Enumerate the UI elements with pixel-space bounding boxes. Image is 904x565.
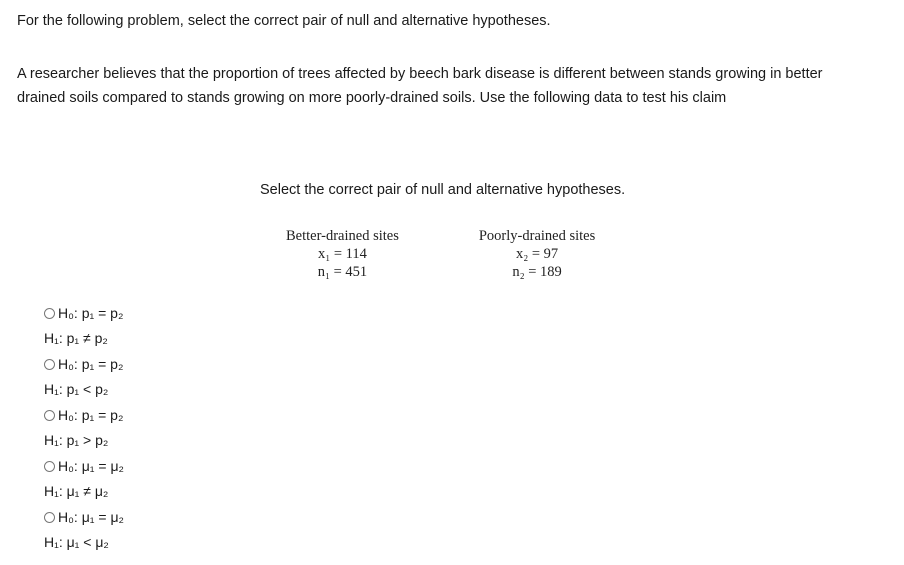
answer-option-5[interactable] <box>44 505 124 556</box>
null-hypothesis: H₀: μ₁ = μ₂ <box>58 509 124 525</box>
question-prompt: Select the correct pair of null and alternative hypotheses. <box>260 182 626 198</box>
table-row <box>280 263 601 281</box>
answer-options <box>44 301 124 556</box>
radio-button[interactable] <box>44 359 55 370</box>
header-poorly-drained: Poorly-drained sites <box>478 228 596 244</box>
answer-option-4[interactable] <box>44 454 124 505</box>
table-row <box>280 245 601 263</box>
table-header-row <box>280 227 601 245</box>
answer-option-2[interactable] <box>44 352 124 403</box>
radio-button[interactable] <box>44 512 55 523</box>
radio-button[interactable] <box>44 308 55 319</box>
alternative-hypothesis: H₁: μ₁ ≠ μ₂ <box>44 483 109 499</box>
radio-button[interactable] <box>44 461 55 472</box>
cell-n2: n₂ = 189 <box>512 264 562 280</box>
alternative-hypothesis: H₁: p₁ < p₂ <box>44 381 109 397</box>
header-better-drained: Better-drained sites <box>286 228 399 244</box>
null-hypothesis: H₀: p₁ = p₂ <box>58 407 124 423</box>
cell-x1: x₁ = 114 <box>317 246 367 262</box>
alternative-hypothesis: H₁: μ₁ < μ₂ <box>44 534 109 550</box>
null-hypothesis: H₀: μ₁ = μ₂ <box>58 458 124 474</box>
radio-button[interactable] <box>44 410 55 421</box>
data-table <box>280 227 601 281</box>
cell-n1: n₁ = 451 <box>317 264 368 280</box>
null-hypothesis: H₀: p₁ = p₂ <box>58 356 124 372</box>
alternative-hypothesis: H₁: p₁ ≠ p₂ <box>44 330 108 346</box>
answer-option-1[interactable] <box>44 301 124 352</box>
instructions-text: For the following problem, select the correct pair of null and alternative hypotheses. <box>17 13 551 29</box>
cell-x2: x₂ = 97 <box>515 246 559 262</box>
null-hypothesis: H₀: p₁ = p₂ <box>58 305 124 321</box>
alternative-hypothesis: H₁: p₁ > p₂ <box>44 432 109 448</box>
answer-option-3[interactable] <box>44 403 124 454</box>
problem-statement: A researcher believes that the proportion of trees affected by beech bark disease is different between stands growing in better drained soils compared to stands growing on more poorly-drained soils. Use the following data to test his claim <box>17 66 823 106</box>
